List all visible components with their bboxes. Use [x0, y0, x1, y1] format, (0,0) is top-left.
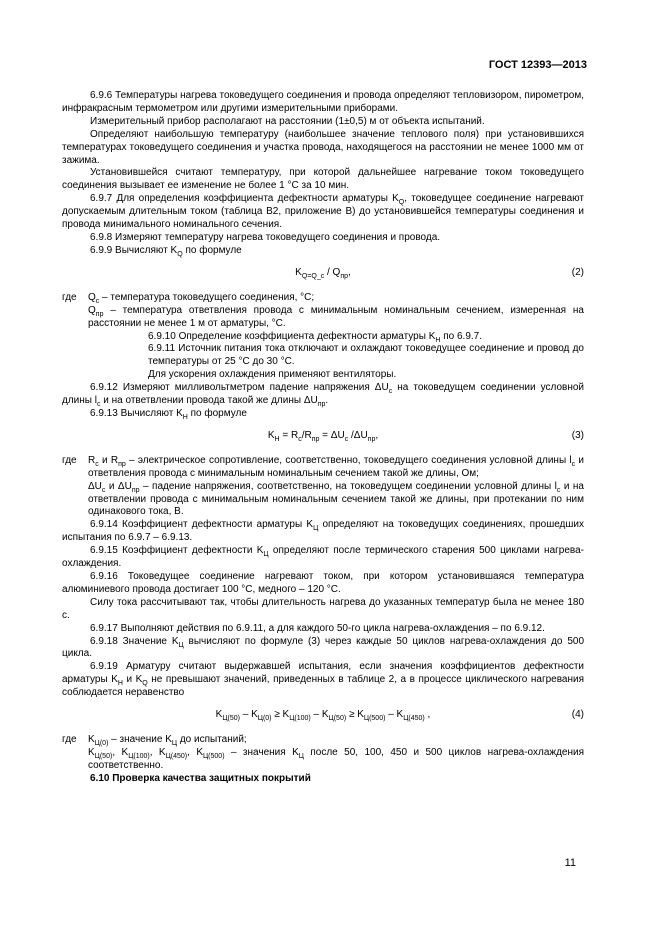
formula-2-number: (2): [571, 266, 584, 278]
formula-4-definitions: [62, 734, 584, 747]
formula-2-expression: $K_{Q=Q\_c} / Q_{пр}$,: [295, 266, 351, 280]
definition-resistance: $R_c$ и $R_{пр}$ – электрическое сопротивление, соответственно, токоведущего соединения условной длины $l_c$ и ответвления провода с минимальным номинальным сечением такой же длины, Ом;: [88, 454, 584, 479]
where-label: где: [62, 454, 77, 466]
paragraph-6-9-11: 6.9.11 Источник питания тока отключают и охлаждают токоведущее соединение и провод до температуры от 25 °С до 30 °С.: [148, 343, 584, 368]
paragraph: Измерительный прибор располагают на расстоянии (1±0,5) м от объекта испытаний.: [90, 115, 485, 127]
paragraph: Определяют наибольшую температуру (наибольшее значение теплового поля) при установившихся температурах токоведущего соединения и участка провода, находящегося на расстоянии не менее 1000 мм от зажима.: [62, 128, 584, 166]
formula-3-number: (3): [571, 429, 584, 441]
paragraph-6-9-9: 6.9.9 Вычисляют $K_Q$ по формуле: [90, 244, 242, 258]
formula-3-definitions: [62, 455, 584, 481]
paragraph-6-9-13: 6.9.13 Вычисляют $K_H$ по формуле: [90, 407, 247, 421]
definition-qpr: $Q_{пр}$ – температура ответвления провода с минимальным номинальным сечением, измеренная на расстоянии не менее 1 м от арматуры, °С.: [88, 304, 584, 329]
paragraph-6-9-16: 6.9.16 Токоведущее соединение нагревают током, при котором установившаяся температура алюминиевого провода достигает 100 °С, медного – 120 °С.: [62, 571, 584, 595]
section-heading-6-10: 6.10 Проверка качества защитных покрытий: [90, 772, 311, 784]
paragraph-6-9-12: 6.9.12 Измеряют милливольтметром падение напряжения $\Delta U_c$ на токоведущем соединении условной длины $l_c$ и на ответвлении провода такой же длины $\Delta U_{пр}$.: [62, 382, 584, 409]
definition-voltage-drop: $\Delta U_c$ и $\Delta U_{пр}$ – падение напряжения, соответственно, на токоведущем соединении условной длины $l_c$ и на ответвлении провода с минимальным номинальным сечением такой же длины, при протекании по ним одинакового тока, В.: [88, 480, 584, 518]
formula-3-expression: $K_H = R_c/R_{пр} = \Delta U_c$ $/\Delta U_{пр}$,: [267, 429, 379, 443]
paragraph-6-9-19: 6.9.19 Арматуру считают выдержавшей испытания, если значения коэффициентов дефектности арматуры $K_H$ и $K_Q$ не превышают значений, приведенных в таблице 2, а в процессе циклического нагревания соблюдается неравенство: [62, 661, 584, 699]
document-code: ГОСТ 12393—2013: [488, 59, 587, 71]
paragraph: Силу тока рассчитывают так, чтобы длительность нагрева до указанных температур была не менее 180 с.: [62, 596, 584, 621]
definition-kc0: $K_{Ц(0)}$ – значение $K_Ц$ до испытаний;: [88, 734, 247, 748]
paragraph: Для ускорения охлаждения применяют вентиляторы.: [148, 369, 397, 381]
paragraph-6-9-17: 6.9.17 Выполняют действия по 6.9.11, а для каждого 50-го цикла нагрева-охлаждения – по 6.9.12.: [90, 622, 545, 634]
paragraph-6-9-15: 6.9.15 Коэффициент дефектности $K_Ц$ определяют после термического старения 500 циклами нагрева-охлаждения.: [62, 545, 584, 570]
paragraph-6-9-10: 6.9.10 Определение коэффициента дефектности арматуры $K_H$ по 6.9.7.: [148, 330, 483, 344]
page-number: 11: [564, 857, 576, 869]
formula-2-definitions: [62, 292, 584, 305]
formula-4-number: (4): [571, 709, 584, 721]
paragraph-6-9-6: 6.9.6 Температуры нагрева токоведущего соединения и провода определяют тепловизором, пирометром, инфракрасным термометром или другими измерительными приборами.: [62, 90, 584, 114]
paragraph-6-9-18: 6.9.18 Значение $K_Ц$ вычисляют по формуле (3) через каждые 50 циклов нагрева-охлаждения до 500 цикла.: [62, 635, 585, 660]
paragraph-6-9-7: 6.9.7 Для определения коэффициента дефектности арматуры $K_Q$, токоведущее соединение нагревают допускаемым длительным током (таблица В2, приложение В) до установившейся температуры соединения и провода минимального номинального сечения.: [62, 193, 584, 231]
paragraph: Установившейся считают температуру, при которой дальнейшее нагревание током токоведущего соединения вызывает ее изменение не более 1 °С за 10 мин.: [62, 167, 584, 192]
paragraph-6-9-8: 6.9.8 Измеряют температуру нагрева токоведущего соединения и провода.: [90, 231, 441, 243]
where-label: где: [62, 734, 77, 746]
where-label: где: [62, 291, 77, 303]
definition-kc-cycles: $K_{Ц(50)}$, $K_{Ц(100)}$, $K_{Ц(450)}$, $K_{Ц(500)}$ – значения $K_Ц$ после 50, 100, 450 и 500 циклов нагрева-охлаждения соответственно.: [88, 746, 585, 771]
formula-4: [62, 709, 584, 724]
formula-2: [62, 267, 584, 282]
formula-3: [62, 430, 584, 445]
document-body: [62, 90, 584, 786]
definition-qc: $Q_c$ – температура токоведущего соединения, °С;: [88, 291, 315, 305]
paragraph-6-9-14: 6.9.14 Коэффициент дефектности арматуры $K_Ц$ определяют на токоведущих соединениях, прошедших испытания по 6.9.7 – 6.9.13.: [62, 519, 584, 544]
formula-4-expression: $K_{Ц(50)} - K_{Ц(0)} \ge K_{Ц(100)} - K_{Ц(50)} \ge K_{Ц(500)} - K_{Ц(450)}$ ,: [215, 709, 431, 723]
